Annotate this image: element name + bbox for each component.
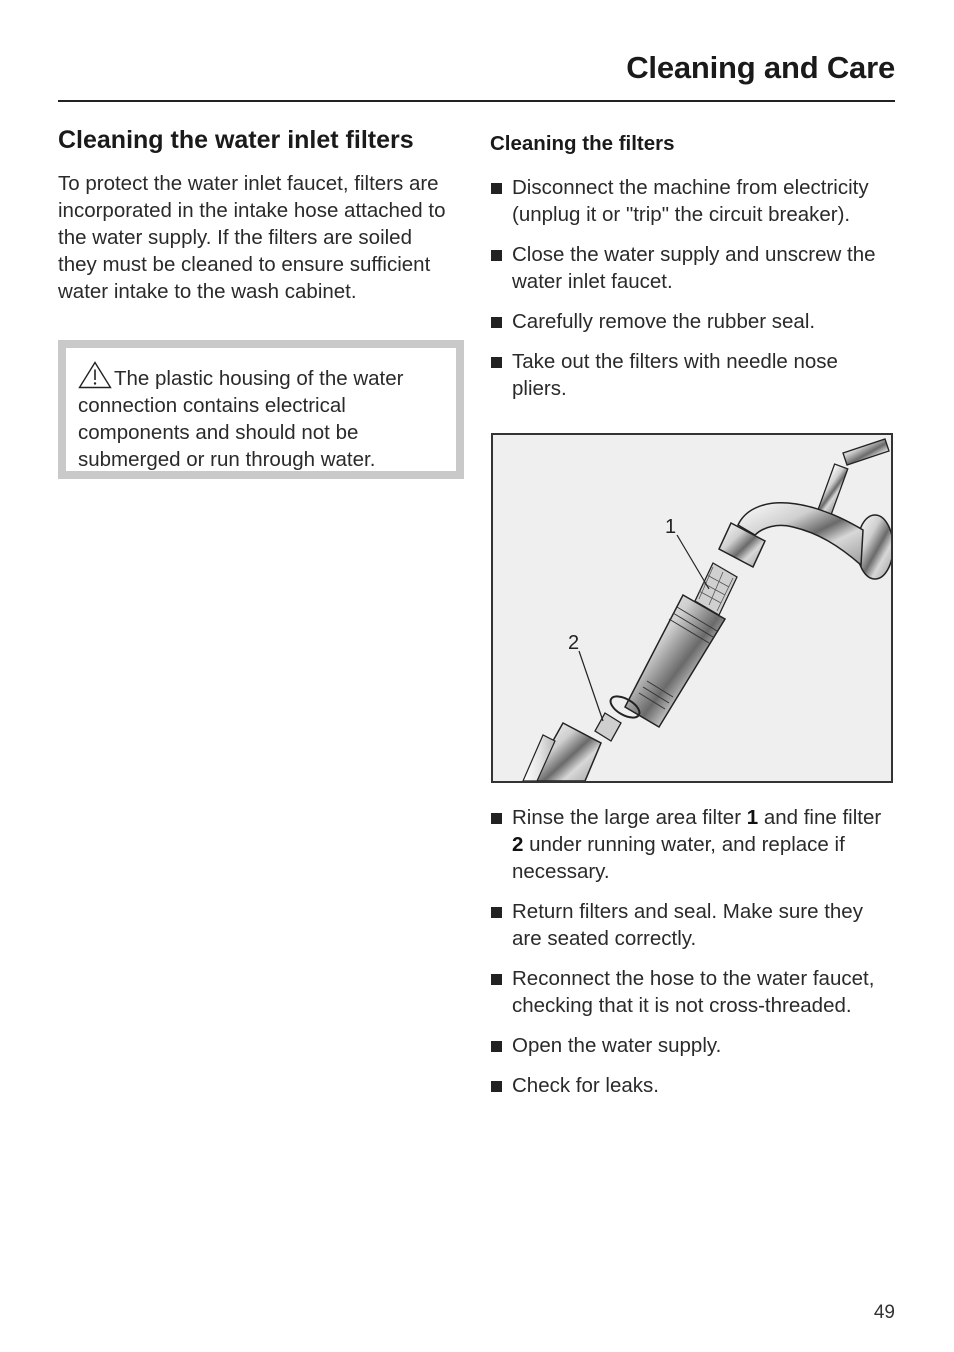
steps-list-before [490, 174, 895, 402]
step-item [490, 898, 895, 952]
step-item [490, 1072, 895, 1099]
step-item [490, 965, 895, 1019]
step-item [490, 348, 895, 402]
warning-box [58, 340, 464, 479]
step-text: Return filters and seal. Make sure they are seated correctly. [512, 900, 863, 950]
filter-number-2: 2 [512, 833, 524, 856]
warning-text: The plastic housing of the water connection contains electrical components and should not be submerged or run through water. [78, 367, 404, 471]
bullet-square-icon [491, 250, 502, 261]
step-text: Check for leaks. [512, 1074, 659, 1097]
step-item [490, 308, 895, 335]
step-text: Open the water supply. [512, 1034, 722, 1057]
leader-line-1 [677, 535, 709, 589]
figure-label-2: 2 [568, 632, 580, 654]
step-text: Close the water supply and unscrew the water inlet faucet. [512, 243, 876, 293]
bullet-square-icon [491, 813, 502, 824]
filter-illustration [491, 433, 893, 783]
step-text: Carefully remove the rubber seal. [512, 310, 816, 333]
bullet-square-icon [491, 907, 502, 918]
bullet-square-icon [491, 974, 502, 985]
figure-label-1: 1 [665, 516, 677, 538]
warning-paragraph [78, 361, 444, 473]
page-header-title: Cleaning and Care [626, 50, 895, 85]
bullet-square-icon [491, 1041, 502, 1052]
step-rinse-text-part3: under running water, and replace if necessary. [512, 833, 845, 883]
page-number: 49 [873, 1302, 895, 1323]
step-item [490, 241, 895, 295]
intro-paragraph: To protect the water inlet faucet, filters are incorporated in the intake hose attached to the water supply. If the filters are soiled they must be cleaned to ensure sufficient water intake to the wash cabinet. [58, 172, 446, 303]
bullet-square-icon [491, 357, 502, 368]
hose-coupling [625, 595, 725, 727]
warning-triangle-icon [78, 361, 112, 389]
left-column [58, 124, 453, 305]
header-divider [58, 100, 895, 102]
handle-cross [843, 439, 889, 465]
step-item [490, 804, 895, 885]
filter-number-1: 1 [746, 806, 759, 829]
right-column [490, 130, 895, 415]
step-rinse-text-part1: Rinse the large area filter [512, 806, 747, 829]
step-text: Disconnect the machine from electricity (unplug it or "trip" the circuit breaker). [512, 176, 869, 226]
fine-filter [595, 713, 621, 741]
step-rinse-text-part2: and fine filter [758, 806, 882, 829]
faucet-hose-drawing [493, 435, 891, 781]
step-text: Take out the filters with needle nose pliers. [512, 350, 838, 400]
bullet-square-icon [491, 317, 502, 328]
step-item [490, 174, 895, 228]
bullet-square-icon [491, 1081, 502, 1092]
step-item [490, 1032, 895, 1059]
bullet-square-icon [491, 183, 502, 194]
handle-stem [818, 464, 848, 514]
leader-line-2 [579, 651, 603, 721]
subsection-title: Cleaning the filters [490, 132, 675, 155]
section-title: Cleaning the water inlet filters [58, 126, 414, 154]
steps-list-after [490, 804, 895, 1112]
step-text: Reconnect the hose to the water faucet, checking that it is not cross-threaded. [512, 967, 875, 1017]
